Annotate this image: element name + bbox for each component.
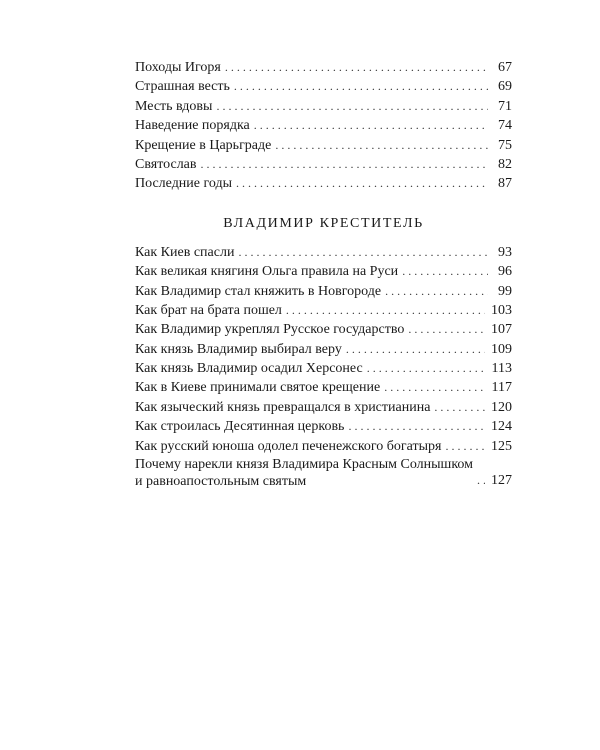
toc-entry[interactable]: [135, 174, 512, 193]
toc-entry-title: Как в Киеве принимали святое крещение: [135, 380, 381, 396]
toc-entry-title: Как князь Владимир осадил Херсонес: [135, 361, 363, 377]
toc-entry[interactable]: [135, 437, 512, 456]
toc-entry-page: 74: [498, 118, 512, 134]
toc-entry-page: 96: [498, 264, 512, 280]
toc-entry[interactable]: [135, 116, 512, 135]
toc-entry-page: 87: [498, 176, 512, 192]
toc-entry-title: Последние годы: [135, 176, 233, 192]
toc-list-part1: [135, 58, 512, 194]
leader-dots: [402, 262, 488, 281]
toc-entry-title-line1: Почему нарекли князя Владимира Красным Солнышком: [135, 457, 474, 473]
toc-entry-page: 75: [498, 137, 512, 153]
toc-entry[interactable]: [135, 97, 512, 116]
toc-entry[interactable]: [135, 58, 512, 77]
toc-entry[interactable]: [135, 77, 512, 96]
leader-dots: [434, 398, 485, 417]
toc-entry[interactable]: [135, 320, 512, 339]
toc-entry-title: Страшная весть: [135, 79, 230, 95]
toc-entry-title: Походы Игоря: [135, 59, 221, 75]
section-heading: ВЛАДИМИР КРЕСТИТЕЛЬ: [223, 215, 424, 231]
leader-dots: [234, 77, 488, 96]
table-of-contents: [135, 58, 512, 490]
toc-entry-page: 71: [498, 98, 512, 114]
toc-entry-page: 82: [498, 156, 512, 172]
toc-entry-title: Как брат на брата пошел: [135, 302, 282, 318]
toc-entry-title: Наведение порядка: [135, 118, 250, 134]
toc-entry[interactable]: [135, 243, 512, 262]
toc-list-part2: [135, 243, 512, 490]
toc-entry-page: 113: [491, 361, 512, 377]
toc-entry-title: [135, 456, 473, 490]
toc-entry-page: 127: [491, 472, 512, 488]
toc-entry-title: Месть вдовы: [135, 98, 213, 114]
toc-entry-title: Как князь Владимир выбирал веру: [135, 341, 342, 357]
toc-entry-page: 124: [491, 419, 512, 435]
toc-entry[interactable]: [135, 340, 512, 359]
leader-dots: [216, 97, 488, 116]
toc-entry[interactable]: [135, 136, 512, 155]
leader-dots: [275, 136, 488, 155]
toc-entry-title: Как Киев спасли: [135, 244, 235, 260]
toc-entry[interactable]: [135, 378, 512, 397]
toc-entry-page: 103: [491, 302, 512, 318]
toc-entry-title: Как великая княгиня Ольга правила на Руси: [135, 264, 399, 280]
toc-entry-page: 117: [491, 380, 512, 396]
toc-entry-title: Святослав: [135, 156, 197, 172]
toc-entry[interactable]: [135, 398, 512, 417]
toc-entry-page: 69: [498, 79, 512, 95]
toc-entry-multiline[interactable]: [135, 456, 512, 490]
toc-entry[interactable]: [135, 417, 512, 436]
leader-dots: [385, 282, 488, 301]
leader-dots: [201, 155, 488, 174]
toc-entry-title: Крещение в Царьграде: [135, 137, 272, 153]
leader-dots: [254, 116, 488, 135]
leader-dots: [238, 243, 488, 262]
toc-entry-page: 99: [498, 283, 512, 299]
toc-entry-title: Как строилась Десятинная церковь: [135, 419, 345, 435]
toc-entry-page: 125: [491, 438, 512, 454]
toc-entry-title: Как Владимир укреплял Русское государство: [135, 322, 405, 338]
toc-entry[interactable]: [135, 155, 512, 174]
toc-entry-page: 107: [491, 322, 512, 338]
toc-entry-title: Как Владимир стал княжить в Новгороде: [135, 283, 382, 299]
leader-dots: [445, 437, 485, 456]
toc-entry-title-line2: и равноапостольным святым: [135, 474, 307, 490]
leader-dots: [236, 174, 488, 193]
toc-entry-title: Как языческий князь превращался в христианина: [135, 399, 431, 415]
toc-entry-page: 109: [491, 341, 512, 357]
leader-dots: [286, 301, 485, 320]
toc-entry[interactable]: [135, 262, 512, 281]
leader-dots: [348, 417, 485, 436]
toc-entry[interactable]: [135, 282, 512, 301]
toc-entry-page: 120: [491, 399, 512, 415]
leader-dots: [225, 58, 488, 77]
leader-dots: [408, 320, 485, 339]
toc-entry[interactable]: [135, 359, 512, 378]
leader-dots: [477, 471, 485, 490]
toc-entry[interactable]: [135, 301, 512, 320]
leader-dots: [384, 378, 485, 397]
leader-dots: [346, 340, 485, 359]
toc-entry-page: 93: [498, 244, 512, 260]
leader-dots: [367, 359, 486, 378]
toc-entry-page: 67: [498, 59, 512, 75]
toc-entry-title: Как русский юноша одолел печенежского богатыря: [135, 438, 442, 454]
